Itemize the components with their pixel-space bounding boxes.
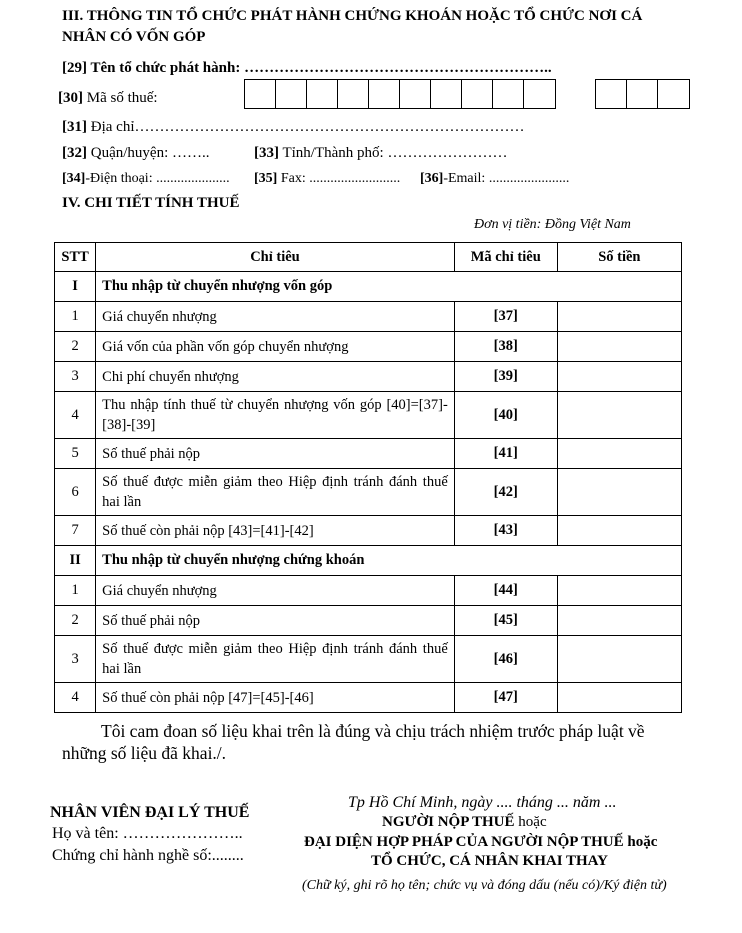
amount-44-input[interactable] [557,576,681,606]
section-row-capital: I Thu nhập từ chuyển nhượng vốn góp [55,272,682,302]
signature-note: (Chữ ký, ghi rõ họ tên; chức vụ và đóng dấu (nếu có)/Ký điện tử) [302,878,667,893]
header-description: Chỉ tiêu [96,243,455,272]
amount-42-input[interactable] [557,469,681,516]
table-row: 3 Chi phí chuyển nhượng [39] [55,362,682,392]
agent-cert-field[interactable]: Chứng chỉ hành nghề số:........ [52,847,244,864]
table-row: 4 Thu nhập tính thuế từ chuyển nhượng vốn góp [40]=[37]-[38]-[39] [40] [55,392,682,439]
fax-field[interactable]: [35] Fax: .......................... [254,171,401,186]
place-date: Tp Hồ Chí Minh, ngày .... tháng ... năm ... [348,794,617,811]
table-row: 5 Số thuế phải nộp [41] [55,439,682,469]
tax-detail-table [54,242,682,713]
amount-37-input[interactable] [557,302,681,332]
table-row: 2 Giá vốn của phần vốn góp chuyển nhượng [38] [55,332,682,362]
section-row-securities: II Thu nhập từ chuyển nhượng chứng khoán [55,546,682,576]
phone-field[interactable]: [34]-Điện thoại: ..................... [62,171,230,186]
tax-id-suffix-boxes[interactable] [595,79,690,109]
org-name-label: [29] Tên tổ chức phát hành [62,60,236,76]
section4-title: IV. CHI TIẾT TÍNH THUẾ [62,195,240,211]
tax-id-boxes[interactable] [244,79,556,109]
district-field[interactable]: [32] Quận/huyện: …….. [62,145,210,161]
currency-note: Đơn vị tiền: Đồng Việt Nam [474,217,631,232]
declaration-line1: Tôi cam đoan số liệu khai trên là đúng và chịu trách nhiệm trước pháp luật về [101,721,645,741]
signer-line3: TỔ CHỨC, CÁ NHÂN KHAI THAY [371,853,608,869]
table-row: 6 Số thuế được miễn giảm theo Hiệp định tránh đánh thuế hai lần [42] [55,469,682,516]
amount-43-input[interactable] [557,516,681,546]
amount-46-input[interactable] [557,636,681,683]
amount-39-input[interactable] [557,362,681,392]
header-code: Mã chỉ tiêu [454,243,557,272]
amount-41-input[interactable] [557,439,681,469]
org-name-field[interactable] [62,60,552,77]
declaration-line2: những số liệu đã khai./. [62,743,227,763]
amount-40-input[interactable] [557,392,681,439]
table-row: 3 Số thuế được miễn giảm theo Hiệp định tránh đánh thuế hai lần [46] [55,636,682,683]
amount-47-input[interactable] [557,683,681,713]
header-stt: STT [55,243,96,272]
table-row: 7 Số thuế còn phải nộp [43]=[41]-[42] [43] [55,516,682,546]
email-field[interactable]: [36]-Email: ....................... [420,171,570,186]
table-header-row [55,243,682,272]
address-field[interactable]: [31] Địa chỉ…………………………………………………………………… [62,119,525,135]
org-name-fill: : …………………………………………………….. [235,60,552,76]
agent-title: NHÂN VIÊN ĐẠI LÝ THUẾ [50,804,250,821]
agent-name-field[interactable]: Họ và tên: ………………….. [52,825,243,842]
section3-title-line2: NHÂN CÓ VỐN GÓP [62,29,206,45]
tax-id-label: [30] Mã số thuế: [58,90,158,106]
signer-line2: ĐẠI DIỆN HỢP PHÁP CỦA NGƯỜI NỘP THUẾ hoặc [304,834,658,850]
header-amount: Số tiền [557,243,681,272]
table-row: 4 Số thuế còn phải nộp [47]=[45]-[46] [47] [55,683,682,713]
section3-title-line1: III. THÔNG TIN TỔ CHỨC PHÁT HÀNH CHỨNG KHOÁN HOẶC TỔ CHỨC NƠI CÁ [62,8,643,24]
amount-38-input[interactable] [557,332,681,362]
table-row: 2 Số thuế phải nộp [45] [55,606,682,636]
table-row: 1 Giá chuyển nhượng [37] [55,302,682,332]
signer-line1: NGƯỜI NỘP THUẾ hoặc [382,814,547,830]
province-field[interactable]: [33] Tỉnh/Thành phố: …………………… [254,145,508,161]
table-row: 1 Giá chuyển nhượng [44] [55,576,682,606]
amount-45-input[interactable] [557,606,681,636]
